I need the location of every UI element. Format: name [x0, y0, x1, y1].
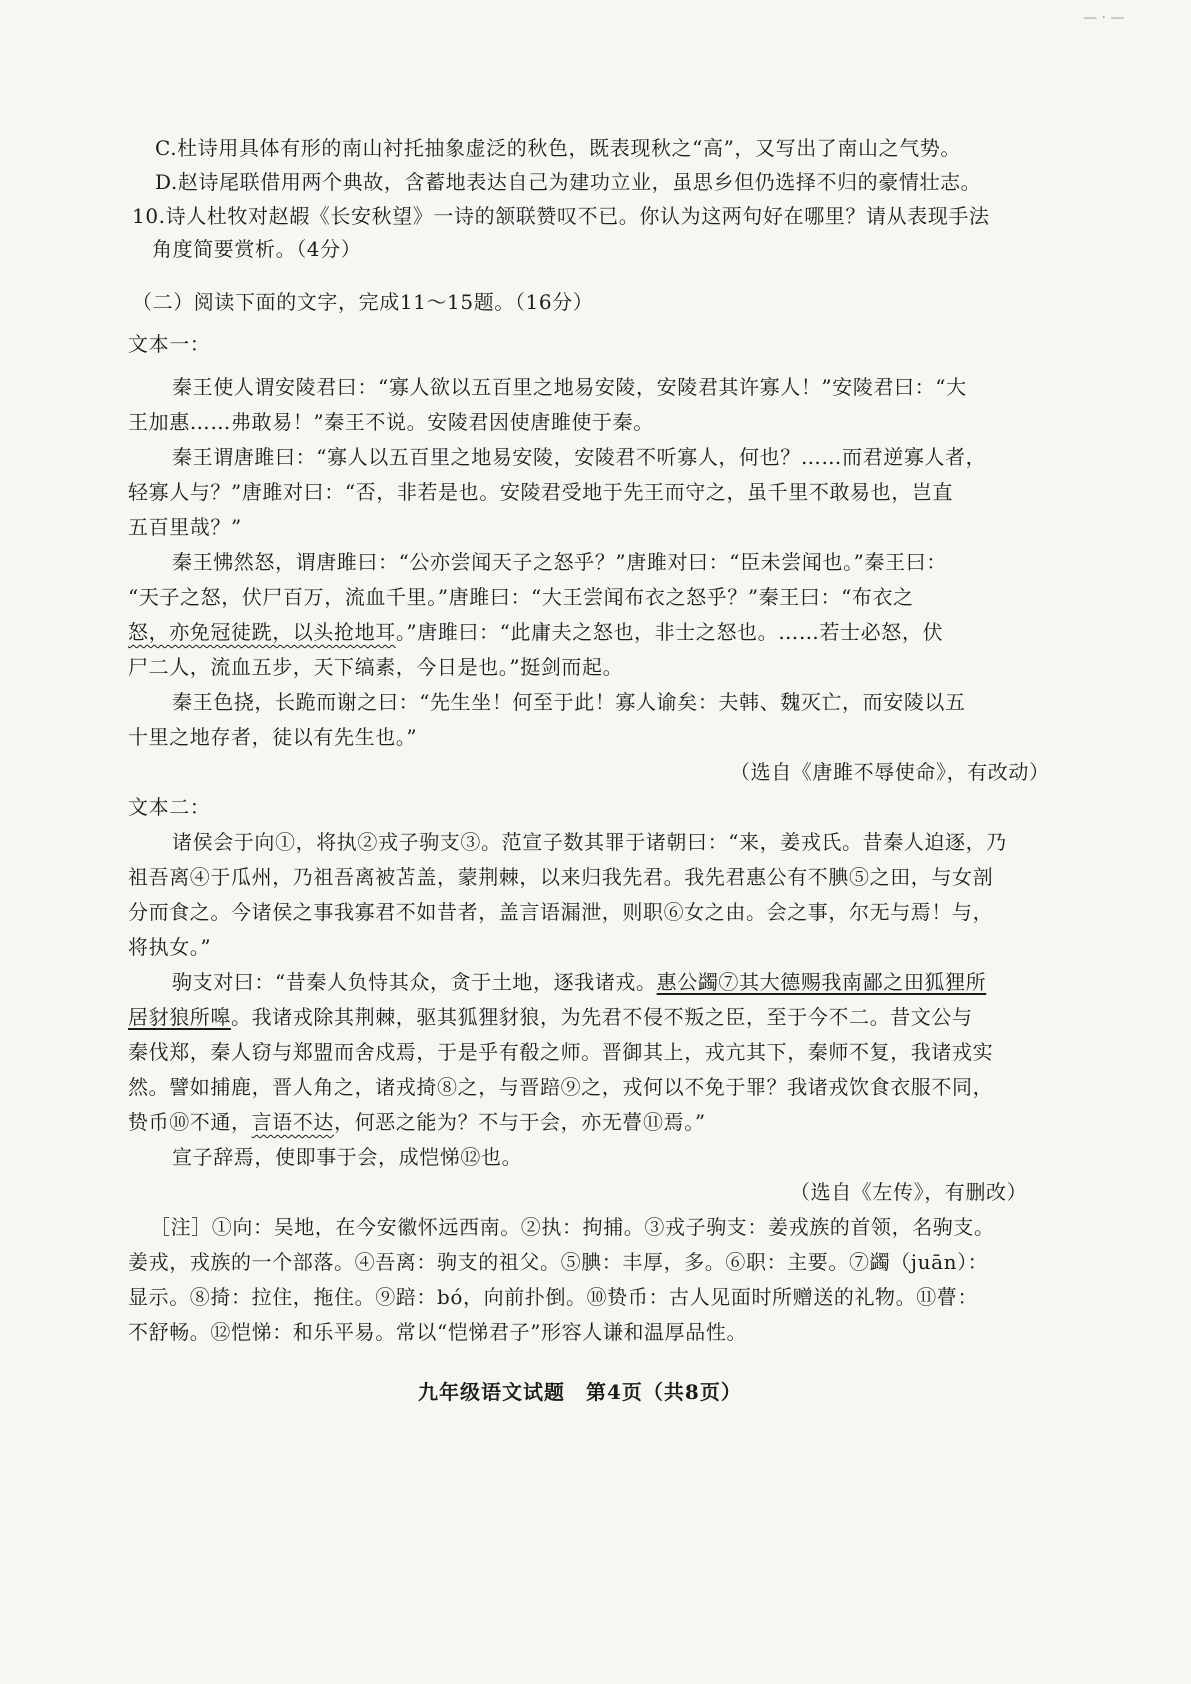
text-1-p3-line-1: 秦王怫然怒，谓唐雎曰：“公亦尝闻天子之怒乎？”唐雎对曰：“臣未尝闻也。”秦王曰： — [172, 550, 947, 574]
notes-line-4: 不舒畅。⑫恺悌：和乐平易。常以“恺悌君子”形容人谦和温厚品性。 — [128, 1320, 748, 1344]
wavy-underlined-phrase: 怒，亦免冠徒跣，以头抢地耳 — [128, 620, 396, 644]
underlined-sentence-part-1: 惠公蠲⑦其大德赐我南鄙之田狐狸所 — [656, 970, 987, 994]
page-footer: 九年级语文试题 第4页（共8页） — [418, 1380, 742, 1404]
text-1-p1-line-2: 王加惠……弗敢易！”秦王不说。安陵君因使唐雎使于秦。 — [128, 410, 654, 434]
text-2-p1-line-3: 分而食之。今诸侯之事我寡君不如昔者，盖言语漏泄，则职⑥女之由。会之事，尔无与焉！与， — [128, 900, 994, 924]
text-2-p1-line-2: 祖吾离④于瓜州，乃祖吾离被苫盖，蒙荆棘，以来归我先君。我先君惠公有不腆⑤之田，与女剖 — [128, 865, 994, 889]
text-2-p2-line-5 — [128, 1108, 706, 1136]
text-1-p1-line-1: 秦王使人谓安陵君曰：“寡人欲以五百里之地易安陵，安陵君其许寡人！”安陵君曰：“大 — [172, 375, 967, 399]
section-2-heading: （二）阅读下面的文字，完成11～15题。（16分） — [132, 290, 594, 314]
text-2-p2-line-5-b: ，何恶之能为？不与于会，亦无瞢⑪焉。” — [334, 1110, 706, 1134]
text-2-p2-line-5-a: 贽币⑩不通， — [128, 1110, 252, 1134]
text-1-label: 文本一： — [128, 332, 211, 356]
text-1-p2-line-3: 五百里哉？” — [128, 515, 242, 539]
notes-line-1: ［注］①向：吴地，在今安徽怀远西南。②执：拘捕。③戎子驹支：姜戎族的首领，名驹支。 — [150, 1215, 995, 1239]
underlined-sentence-part-2: 居豺狼所嗥 — [128, 1005, 231, 1029]
text-1-p4-line-2: 十里之地存者，徒以有先生也。” — [128, 725, 418, 749]
text-1-p3-line-3-rest: 。”唐雎曰：“此庸夫之怒也，非士之怒也。……若士必怒，伏 — [395, 620, 944, 644]
text-2-p3-line-1: 宣子辞焉，使即事于会，成恺悌⑫也。 — [172, 1145, 523, 1169]
text-2-p2-line-3: 秦伐郑，秦人窃与郑盟而舍戍焉，于是乎有殽之师。晋御其上，戎亢其下，秦师不复，我诸戎实 — [128, 1040, 994, 1064]
text-2-p2-line-1-plain: 驹支对曰：“昔秦人负恃其众，贪于土地，逐我诸戎。 — [172, 970, 657, 994]
text-1-source: （选自《唐雎不辱使命》，有改动） — [730, 760, 1050, 784]
text-1-p4-line-1: 秦王色挠，长跪而谢之曰：“先生坐！何至于此！寡人谕矣：夫韩、魏灭亡，而安陵以五 — [172, 690, 966, 714]
text-1-p3-line-3 — [128, 618, 943, 646]
text-1-p3-line-4: 尸二人，流血五步，天下缟素，今日是也。”挺剑而起。 — [128, 655, 624, 679]
q10-line-2: 角度简要赏析。（4分） — [152, 237, 362, 261]
wavy-underlined-phrase-2: 言语不达 — [251, 1110, 335, 1134]
text-1-p3-line-2: “天子之怒，伏尸百万，流血千里。”唐雎曰：“大王尝闻布衣之怒乎？”秦王曰：“布衣之 — [128, 585, 914, 609]
text-2-p1-line-1: 诸侯会于向①，将执②戎子驹支③。范宣子数其罪于诸朝曰：“来，姜戎氏。昔秦人迫逐，乃 — [172, 830, 1007, 854]
text-2-p1-line-4: 将执女。” — [128, 935, 212, 959]
text-2-label: 文本二： — [128, 795, 211, 819]
text-2-source: （选自《左传》，有删改） — [790, 1180, 1028, 1204]
text-1-p2-line-2: 轻寡人与？”唐雎对曰：“否，非若是也。安陵君受地于先王而守之，虽千里不敢易也，岂直 — [128, 480, 954, 504]
text-1-p2-line-1: 秦王谓唐雎曰：“寡人以五百里之地易安陵，安陵君不听寡人，何也？……而君逆寡人者， — [172, 445, 987, 469]
text-2-p2-line-2 — [128, 1003, 973, 1031]
text-2-p2-line-4: 然。譬如捕鹿，晋人角之，诸戎掎⑧之，与晋踣⑨之，戎何以不免于罪？我诸戎饮食衣服不同， — [128, 1075, 994, 1099]
text-2-p2-line-2-plain: 。我诸戎除其荆棘，驱其狐狸豺狼，为先君不侵不叛之臣，至于今不二。昔文公与 — [231, 1005, 973, 1029]
text-2-p2-line-1 — [172, 968, 986, 996]
q9-option-c: C.杜诗用具体有形的南山衬托抽象虚泛的秋色，既表现秋之“高”，又写出了南山之气势。 — [155, 136, 961, 160]
notes-line-3: 显示。⑧掎：拉住，拖住。⑨踣：bó，向前扑倒。⑩贽币：古人见面时所赠送的礼物。⑪瞢： — [128, 1285, 979, 1309]
scan-artifact-mark: — · — — [1083, 10, 1125, 26]
q10-line-1: 10.诗人杜牧对赵嘏《长安秋望》一诗的颔联赞叹不已。你认为这两句好在哪里？请从表现手法 — [132, 204, 990, 228]
notes-line-2: 姜戎，戎族的一个部落。④吾离：驹支的祖父。⑤腆：丰厚，多。⑥职：主要。⑦蠲（juān）： — [128, 1250, 989, 1274]
q9-option-d: D.赵诗尾联借用两个典故，含蓄地表达自己为建功立业，虽思乡但仍选择不归的豪情壮志。 — [155, 170, 982, 194]
